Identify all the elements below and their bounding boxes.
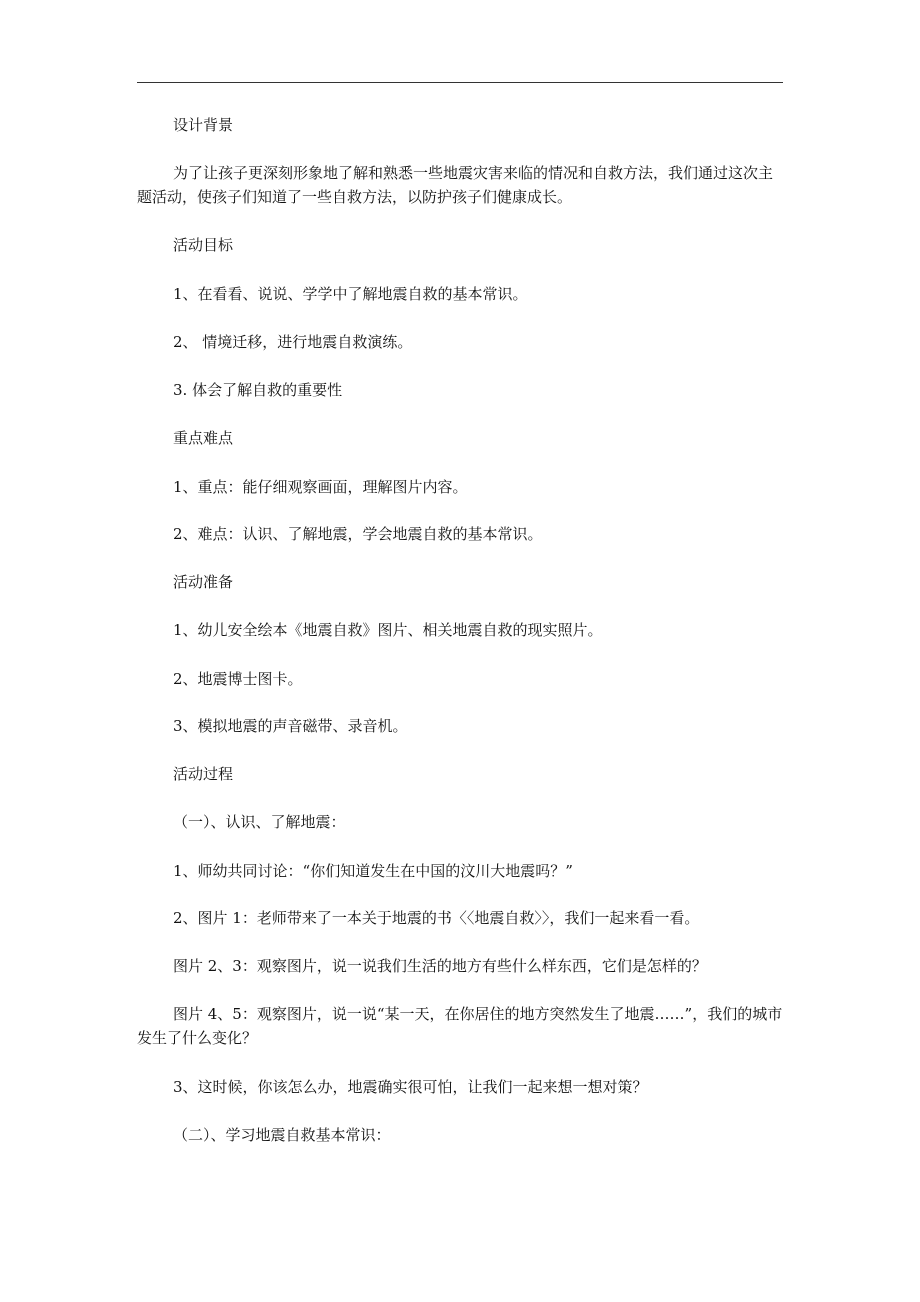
process-step-pictures-4-5: 图片 4、5：观察图片，说一说“某一天，在你居住的地方突然发生了地震……”，我们的城市发生了什么变化？ xyxy=(137,1005,783,1047)
preparation-item-1: 1、幼儿安全绘本《地震自救》图片、相关地震自救的现实照片。 xyxy=(173,621,603,639)
key-point-2: 2、难点：认识、了解地震，学会地震自救的基本常识。 xyxy=(173,525,543,543)
process-step-2: 2、图片 1：老师带来了一本关于地震的书〈〈地震自救〉〉，我们一起来看一看。 xyxy=(173,909,700,927)
goal-item-3: 3. 体会了解自救的重要性 xyxy=(173,381,343,399)
heading-activity-goals: 活动目标 xyxy=(173,236,234,254)
preparation-item-2: 2、地震博士图卡。 xyxy=(173,670,303,688)
heading-design-background: 设计背景 xyxy=(173,116,234,134)
preparation-item-3: 3、模拟地震的声音磁带、录音机。 xyxy=(173,717,408,735)
key-point-1: 1、重点：能仔细观察画面，理解图片内容。 xyxy=(173,478,468,496)
goal-item-2: 2、 情境迁移，进行地震自救演练。 xyxy=(173,333,413,351)
process-section-1-heading: （一）、认识、了解地震： xyxy=(173,813,346,831)
process-step-1: 1、师幼共同讨论：“你们知道发生在中国的汶川大地震吗？” xyxy=(173,862,573,880)
goal-item-1: 1、在看看、说说、学学中了解地震自救的基本常识。 xyxy=(173,285,528,303)
paragraph-background: 为了让孩子更深刻形象地了解和熟悉一些地震灾害来临的情况和自救方法，我们通过这次主题活动，使孩子们知道了一些自救方法，以防护孩子们健康成长。 xyxy=(137,164,774,206)
process-section-2-heading: （二）、学习地震自救基本常识： xyxy=(173,1126,391,1144)
header-rule xyxy=(137,82,783,83)
heading-process: 活动过程 xyxy=(173,765,234,783)
process-step-pictures-2-3: 图片 2、3：观察图片，说一说我们生活的地方有些什么样东西，它们是怎样的？ xyxy=(173,957,707,975)
heading-preparation: 活动准备 xyxy=(173,573,234,591)
heading-key-points: 重点难点 xyxy=(173,429,234,447)
process-step-3: 3、这时候，你该怎么办，地震确实很可怕，让我们一起来想一想对策？ xyxy=(173,1078,648,1096)
